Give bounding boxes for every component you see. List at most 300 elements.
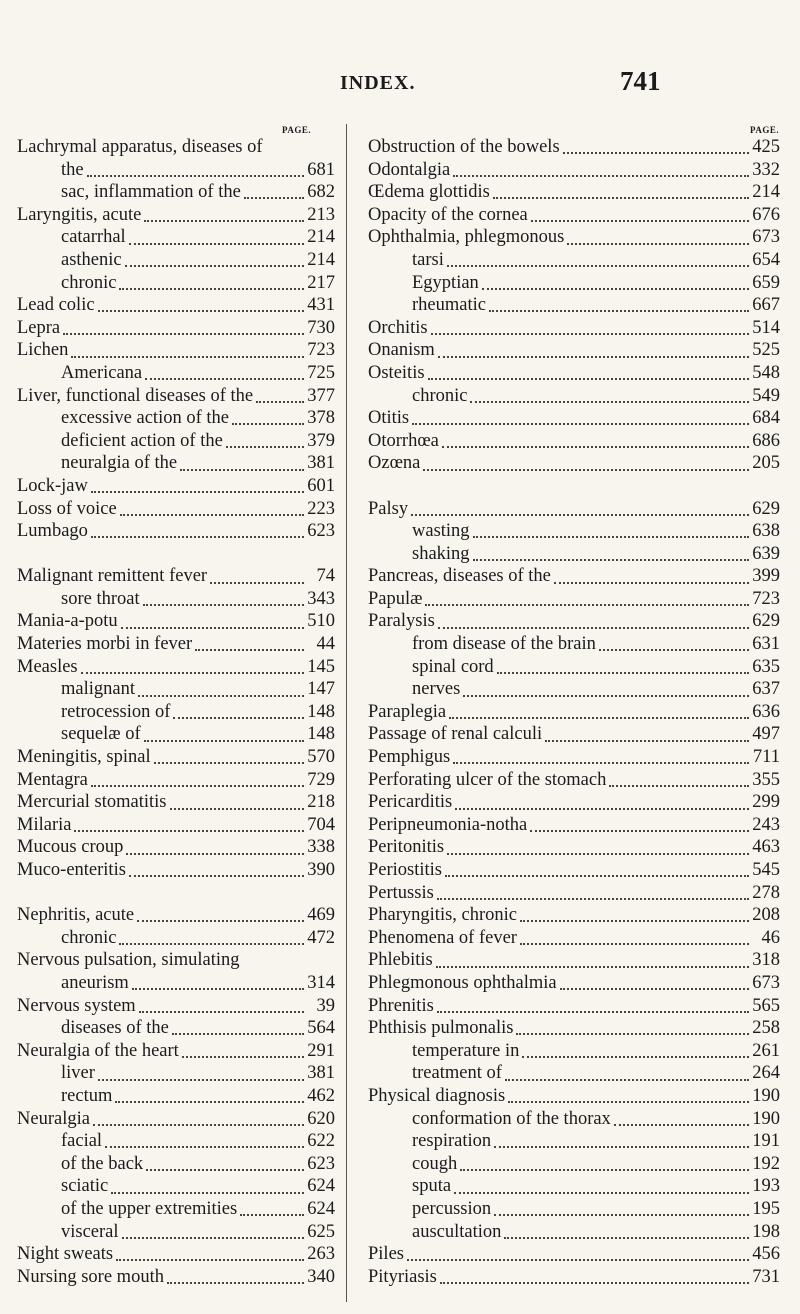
index-entry [368,407,780,430]
index-entry-label: the [61,159,84,180]
index-entry-label: Americana [61,362,143,383]
index-entry-label: tarsi [412,249,444,270]
index-entry [17,949,335,972]
index-entry-label: Mentagra [17,769,88,790]
index-entry-page: 686 [752,430,780,451]
index-entry [368,520,780,543]
index-entry [368,452,780,475]
index-entry-page: 625 [307,1221,335,1242]
dot-leader [121,627,304,629]
index-entry [17,1221,335,1244]
dot-leader [144,220,304,222]
dot-leader [497,672,749,674]
dot-leader [256,401,304,403]
dot-leader [129,243,304,245]
index-entry [368,385,780,408]
index-entry-label: Obstruction of the bowels [368,137,560,157]
index-entry [17,656,335,679]
index-entry [17,181,335,204]
index-entry [17,1062,335,1085]
index-entry [17,136,335,159]
index-entry-page: 723 [307,340,335,361]
index-entry-label: Opacity of the cornea [368,204,528,225]
dot-leader [232,423,304,425]
index-entry-label: Night sweats [17,1244,114,1265]
index-entry [17,791,335,814]
dot-leader [143,604,304,606]
index-entry-page: 340 [307,1266,335,1287]
index-entry-label: facial [61,1131,103,1152]
index-entry [17,701,335,724]
index-entry-page: 39 [316,995,335,1016]
index-entry [17,1108,335,1131]
index-entry [368,927,780,950]
index-entry [17,159,335,182]
index-entry-page: 601 [307,475,335,496]
dot-leader [139,1011,304,1013]
index-entry [368,1175,780,1198]
index-entry-label: Nursing sore mouth [17,1266,164,1287]
index-entry-label: Malignant remittent fever [17,566,208,587]
index-entry-page: 378 [307,408,335,429]
index-entry [17,226,335,249]
dot-leader [460,1169,749,1171]
index-entry-label: catarrhal [61,227,126,248]
index-entry-page: 191 [752,1131,780,1152]
index-entry-label: Ophthalmia, phlegmonous [368,227,565,248]
index-entry [368,565,780,588]
index-entry-page: 399 [752,566,780,587]
index-entry-page: 258 [752,1018,780,1039]
dot-leader [545,740,749,742]
index-entry-page: 147 [307,679,335,700]
index-entry [368,1198,780,1221]
index-entry-page: 570 [307,747,335,768]
index-entry-page: 148 [307,701,335,722]
dot-leader [447,265,749,267]
index-entry [17,859,335,882]
index-entry-label: deficient action of the [61,430,223,451]
dot-leader [531,220,749,222]
dot-leader [167,1282,304,1284]
index-entry-page: 198 [752,1221,780,1242]
index-entry-label: Odontalgia [368,159,451,180]
dot-leader [119,943,304,945]
dot-leader [182,1056,304,1058]
index-entry [17,1153,335,1176]
index-entry-label: Mania-a-potu [17,611,118,632]
index-entry-label: spinal cord [412,656,494,677]
index-entry [17,678,335,701]
index-entry [368,159,780,182]
index-entry-label: respiration [412,1131,492,1152]
dot-leader [440,1282,749,1284]
index-entry [368,949,780,972]
dot-leader [111,1192,304,1194]
index-entry-page: 497 [752,724,780,745]
index-entry [368,1130,780,1153]
index-entry-page: 214 [307,227,335,248]
index-entry-page: 223 [307,498,335,519]
index-entry-page: 564 [307,1018,335,1039]
index-entry [368,1108,780,1131]
index-entry-page: 545 [752,860,780,880]
dot-leader [494,1214,749,1216]
index-entry [17,317,335,340]
index-entry-label: of the back [61,1153,144,1174]
index-entry-page: 456 [752,1244,780,1265]
index-entry-page: 469 [307,905,335,926]
index-entry-label: Loss of voice [17,498,117,519]
index-entry-page: 343 [307,588,335,609]
index-entry [17,1266,335,1289]
index-entry-label: Phlegmonous ophthalmia [368,972,557,993]
index-entry-label: sac, inflammation of the [61,182,241,203]
index-entry-page: 638 [752,521,780,542]
index-entry-label: Otorrhœa [368,430,439,451]
dot-leader [442,446,749,448]
index-entry [17,362,335,385]
index-entry [17,836,335,859]
index-entry-label: Neuralgia of the heart [17,1040,179,1061]
index-entry [17,1040,335,1063]
index-entry [368,543,780,566]
index-entry-page: 629 [752,611,780,632]
index-entry [17,1198,335,1221]
dot-leader [438,627,749,629]
index-entry [368,769,780,792]
dot-leader [81,672,304,674]
index-entry [17,995,335,1018]
index-entry [368,1085,780,1108]
index-entry-page: 381 [307,453,335,474]
index-entry [368,678,780,701]
dot-leader [609,785,749,787]
index-entry-label: Perforating ulcer of the stomach [368,769,607,790]
index-entry-page: 681 [307,159,335,180]
index-entry-label: Measles [17,656,78,677]
right-column-heading: PAGE. [750,125,780,135]
index-entry-page: 622 [307,1131,335,1152]
index-entry-label: Onanism [368,340,435,361]
index-entry-page: 190 [752,1085,780,1106]
index-entry [368,272,780,295]
dot-leader [438,356,749,358]
index-entry [368,204,780,227]
dot-leader [170,808,304,810]
dot-leader [473,559,749,561]
dot-leader [520,920,749,922]
index-entry-page: 390 [307,860,335,880]
index-entry-label: nerves [412,679,461,700]
index-entry [17,1130,335,1153]
index-entry-label: Neuralgia [17,1108,90,1129]
index-entry-label: Pemphigus [368,747,451,768]
index-entry-page: 659 [752,272,780,293]
index-entry-label: chronic [61,927,117,948]
index-entry-label: Milaria [17,814,72,835]
index-entry-page: 620 [307,1108,335,1129]
index-entry-page: 355 [752,769,780,790]
dot-leader [454,1192,749,1194]
index-entry-page: 723 [752,588,780,609]
index-entry-page: 684 [752,408,780,429]
index-entry-label: Nervous pulsation, simulating [17,950,240,971]
dot-leader [98,1079,304,1081]
dot-leader [455,808,749,810]
index-entry-page: 635 [752,656,780,677]
index-entry-page: 682 [307,182,335,203]
dot-leader [563,152,749,154]
dot-leader [520,943,749,945]
index-entry [368,498,780,521]
index-entry [17,565,335,588]
dot-leader [63,333,304,335]
dot-leader [425,604,749,606]
dot-leader [554,582,749,584]
dot-leader [126,853,304,855]
index-entry-label: Liver, functional diseases of the [17,385,254,406]
dot-leader [437,1011,749,1013]
dot-leader [504,1237,749,1239]
index-entry-label: temperature in [412,1040,520,1061]
dot-leader [411,514,749,516]
index-entry-page: 676 [752,204,780,225]
index-entry-page: 263 [307,1244,335,1265]
index-entry-page: 730 [307,317,335,338]
index-entry-label: conformation of the thorax [412,1108,611,1129]
dot-leader [567,243,749,245]
dot-leader [493,197,749,199]
index-entry-label: chronic [412,385,468,406]
dot-leader [91,536,304,538]
dot-leader [172,1033,304,1035]
index-entry-page: 525 [752,340,780,361]
dot-leader [494,1146,749,1148]
index-entry-page: 472 [307,927,335,948]
index-entry-label: neuralgia of the [61,453,178,474]
index-entry-page: 46 [761,927,780,948]
index-entry-page: 548 [752,362,780,383]
index-entry-label: Muco-enteritis [17,860,126,880]
dot-leader [132,988,304,990]
index-entry-page: 214 [752,182,780,203]
index-entry-label: Lepra [17,317,61,338]
dot-leader [470,401,749,403]
index-entry-page: 44 [316,634,335,655]
index-entry [17,294,335,317]
dot-leader [210,582,304,584]
index-entry [368,610,780,633]
index-entry [368,746,780,769]
index-entry-label: visceral [61,1221,119,1242]
index-entry [368,1062,780,1085]
index-entry-label: diseases of the [61,1018,169,1039]
index-entry [368,701,780,724]
index-entry-page: 654 [752,249,780,270]
index-entry-page: 639 [752,543,780,564]
index-entry [368,1243,780,1266]
index-entry [17,723,335,746]
index-entry [368,1221,780,1244]
index-entry-label: of the upper extremities [61,1198,238,1219]
index-entry-label: liver [61,1063,95,1084]
left-column-heading: PAGE. [282,125,312,135]
index-entry-page: 514 [752,317,780,338]
index-entry-label: Materies morbi in fever [17,634,193,655]
index-entry [368,791,780,814]
index-entry [368,904,780,927]
dot-leader [105,1146,304,1148]
index-entry [17,588,335,611]
index-entry [368,249,780,272]
index-entry-page: 332 [752,159,780,180]
index-entry [17,498,335,521]
index-entry-label: Laryngitis, acute [17,204,142,225]
index-entry-label: Osteitis [368,362,425,383]
index-entry-page: 667 [752,295,780,316]
index-entry [368,972,780,995]
index-entry-label: sputa [412,1176,452,1197]
index-entry-page: 431 [307,295,335,316]
index-entry-label: Pityriasis [368,1266,437,1287]
index-entry-page: 192 [752,1153,780,1174]
column-divider [346,124,347,1302]
dot-leader [145,378,304,380]
dot-leader [505,1079,749,1081]
index-entry-label: Œdema glottidis [368,182,490,203]
index-entry [368,588,780,611]
dot-leader [87,175,304,177]
index-entry-page: 377 [307,385,335,406]
dot-leader [489,310,749,312]
dot-leader [407,1259,749,1261]
index-entry-page: 729 [307,769,335,790]
index-entry-label: Mercurial stomatitis [17,792,167,813]
index-entry-label: Lumbago [17,521,88,542]
index-entry-label: Lead colic [17,295,95,316]
index-entry-page: 213 [307,204,335,225]
dot-leader [125,265,304,267]
index-entry-label: Pancreas, diseases of the [368,566,551,587]
index-entry [17,1017,335,1040]
index-entry-label: Pertussis [368,882,434,903]
index-entry-label: Phthisis pulmonalis [368,1018,514,1039]
dot-leader [516,1033,749,1035]
index-entry-page: 381 [307,1063,335,1084]
dot-leader [226,446,304,448]
index-entry-label: rheumatic [412,295,486,316]
index-entry-page: 510 [307,611,335,632]
dot-leader [436,966,749,968]
index-entry [17,204,335,227]
index-entry-page: 214 [307,249,335,270]
index-entry-label: excessive action of the [61,408,229,429]
dot-leader [530,830,749,832]
index-entry-page: 264 [752,1063,780,1084]
index-entry-page: 318 [752,950,780,971]
dot-leader [473,536,749,538]
index-entry [17,1175,335,1198]
index-entry-page: 338 [307,837,335,858]
index-entry [368,995,780,1018]
dot-leader [431,333,749,335]
index-entry [368,859,780,882]
dot-leader [428,378,749,380]
index-entry [368,136,780,159]
dot-leader [453,762,749,764]
index-entry-page: 243 [752,814,780,835]
index-entry-label: Phlebitis [368,950,433,971]
index-entry-label: Meningitis, spinal [17,747,151,768]
index-entry-label: chronic [61,272,117,293]
index-entry-page: 624 [307,1198,335,1219]
dot-leader [482,288,749,290]
index-entry [368,814,780,837]
index-entry-label: sequelæ of [61,724,141,745]
index-entry-page: 205 [752,453,780,474]
dot-leader [116,1259,304,1261]
dot-leader [445,875,749,877]
index-entry [368,339,780,362]
index-entry-page: 629 [752,498,780,519]
index-entry [17,339,335,362]
index-entry-page: 636 [752,701,780,722]
dot-leader [180,469,304,471]
index-entry-page: 208 [752,905,780,926]
index-entry [17,1085,335,1108]
page-title: INDEX. [340,72,416,94]
dot-leader [137,920,304,922]
index-entry-label: Palsy [368,498,409,519]
index-entry-page: 425 [752,137,780,157]
index-entry-page: 623 [307,1153,335,1174]
index-entry [17,475,335,498]
index-entry-label: Egyptian [412,272,479,293]
index-entry-label: Pharyngitis, chronic [368,905,518,926]
index-entry [17,272,335,295]
index-entry-label: Paraplegia [368,701,447,722]
index-entry-page: 190 [752,1108,780,1129]
dot-leader [463,695,749,697]
index-entry-label: Paralysis [368,611,435,632]
index-entry-label: Phrenitis [368,995,434,1016]
index-entry-label: Lichen [17,340,69,361]
index-entry-label: shaking [412,543,470,564]
index-entry-label: sore throat [61,588,140,609]
dot-leader [98,310,304,312]
index-entry-page: 637 [752,679,780,700]
index-entry [368,723,780,746]
index-entry [368,181,780,204]
index-entry-label: Orchitis [368,317,428,338]
index-entry-label: retrocession of [61,701,171,722]
page-number: 741 [620,66,661,96]
index-entry-label: Pericarditis [368,792,453,813]
dot-leader [129,875,304,877]
index-entry-label: malignant [61,679,135,700]
dot-leader [91,785,304,787]
index-entry-page: 195 [752,1198,780,1219]
dot-leader [119,288,304,290]
index-entry-label: Piles [368,1244,404,1265]
dot-leader [447,853,749,855]
index-entry [368,1153,780,1176]
index-entry [17,452,335,475]
index-entry-page: 261 [752,1040,780,1061]
index-entry-label: cough [412,1153,458,1174]
index-entry-page: 299 [752,792,780,813]
